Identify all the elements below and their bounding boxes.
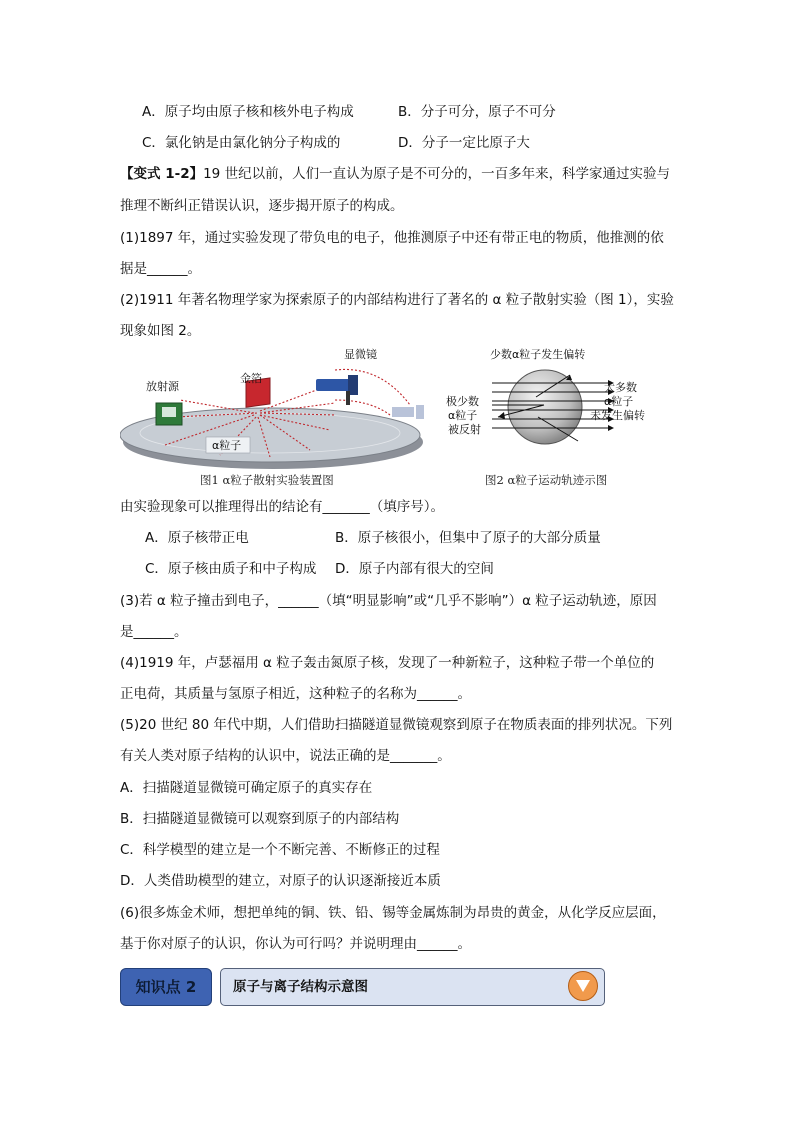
q2-conclusion: 由实验现象可以推理得出的结论有_______（填序号）。 — [120, 499, 444, 515]
label-left-3: 被反射 — [448, 423, 481, 436]
variant-text-1: 19 世纪以前，人们一直认为原子是不可分的，一百多年来，科学家通过实验与 — [203, 166, 671, 182]
option-b: B．分子可分，原子不可分 — [398, 104, 556, 120]
knowledge-point-badge: 知识点 2 — [120, 968, 212, 1006]
figure-1-caption: 图1 α粒子散射实验装置图 — [200, 473, 334, 487]
microscope-ghost — [392, 407, 414, 417]
figure-2-caption: 图2 α粒子运动轨迹示图 — [485, 473, 608, 487]
q4-line-2: 正电荷，其质量与氢原子相近，这种粒子的名称为______。 — [120, 686, 471, 702]
q3-line-1: (3)若 α 粒子撞击到电子，______（填“明显影响”或“几乎不影响”）α 粒子运动轨迹，原因 — [120, 593, 657, 609]
label-source: 放射源 — [146, 380, 179, 393]
variant-tag: 【变式 1-2】 — [120, 166, 204, 182]
q6-line-2: 基于你对原子的认识，你认为可行吗？并说明理由______。 — [120, 936, 471, 952]
q1-line-2: 据是______。 — [120, 261, 201, 277]
knowledge-point-bar[interactable] — [220, 968, 605, 1006]
option-a: A．原子均由原子核和核外电子构成 — [142, 104, 354, 120]
atom-sphere — [508, 370, 582, 444]
label-right-3: 未发生偏转 — [590, 409, 645, 422]
q6-line-1: (6)很多炼金术师，想把单纯的铜、铁、铅、锡等金属炼制为昂贵的黄金，从化学反应层面， — [120, 905, 666, 921]
q5-option-b: B．扫描隧道显微镜可以观察到原子的内部结构 — [120, 811, 400, 827]
label-left-2: α粒子 — [448, 409, 478, 422]
label-left-1: 极少数 — [446, 395, 479, 408]
knowledge-point-title: 原子与离子结构示意图 — [233, 979, 368, 995]
figure-1-drawing — [120, 345, 430, 490]
q5-option-d: D．人类借助模型的建立，对原子的认识逐渐接近本质 — [120, 873, 441, 889]
label-alpha-particle: α粒子 — [212, 439, 242, 452]
q5-line-2: 有关人类对原子结构的认识中，说法正确的是_______。 — [120, 748, 451, 764]
q2-line-2: 现象如图 2。 — [120, 323, 201, 339]
figure-2 — [440, 345, 665, 490]
q2-option-a: A．原子核带正电 — [145, 530, 249, 546]
microscope-stand — [346, 391, 350, 405]
q2-option-c: C．原子核由质子和中子构成 — [145, 561, 317, 577]
q4-line-1: (4)1919 年，卢瑟福用 α 粒子轰击氮原子核，发现了一种新粒子，这种粒子带一个单位的 — [120, 655, 655, 671]
q5-line-1: (5)20 世纪 80 年代中期，人们借助扫描隧道显微镜观察到原子在物质表面的排列状况。下列 — [120, 717, 673, 733]
q5-option-a: A．扫描隧道显微镜可确定原子的真实存在 — [120, 780, 373, 796]
microscope-body — [316, 379, 352, 391]
q2-option-b: B．原子核很小，但集中了原子的大部分质量 — [335, 530, 601, 546]
figure-2-drawing — [440, 345, 665, 490]
variant-line-1 — [120, 164, 670, 184]
microscope-ghost-2 — [416, 405, 424, 419]
q3-line-2: 是______。 — [120, 624, 188, 640]
variant-line-2: 推理不断纠正错误认识，逐步揭开原子的构成。 — [120, 198, 404, 214]
label-foil: 金箔 — [240, 372, 262, 385]
q5-option-c: C．科学模型的建立是一个不断完善、不断修正的过程 — [120, 842, 440, 858]
q2-option-d: D．原子内部有很大的空间 — [335, 561, 494, 577]
q1-line-1: (1)1897 年，通过实验发现了带负电的电子，他推测原子中还有带正电的物质，他推测的依 — [120, 230, 664, 246]
figure-1 — [120, 345, 430, 490]
source-window — [162, 407, 176, 417]
label-few-deflected: 少数α粒子发生偏转 — [490, 348, 586, 361]
option-c: C．氯化钠是由氯化钠分子构成的 — [142, 135, 341, 151]
label-right-1: 大多数 — [604, 381, 637, 394]
label-microscope: 显微镜 — [344, 348, 377, 361]
q2-line-1: (2)1911 年著名物理学家为探索原子的内部结构进行了著名的 α 粒子散射实验（图 1），实验 — [120, 292, 674, 308]
chevron-down-icon[interactable] — [568, 971, 598, 1001]
option-d: D．分子一定比原子大 — [398, 135, 530, 151]
label-right-2: α粒子 — [604, 395, 634, 408]
